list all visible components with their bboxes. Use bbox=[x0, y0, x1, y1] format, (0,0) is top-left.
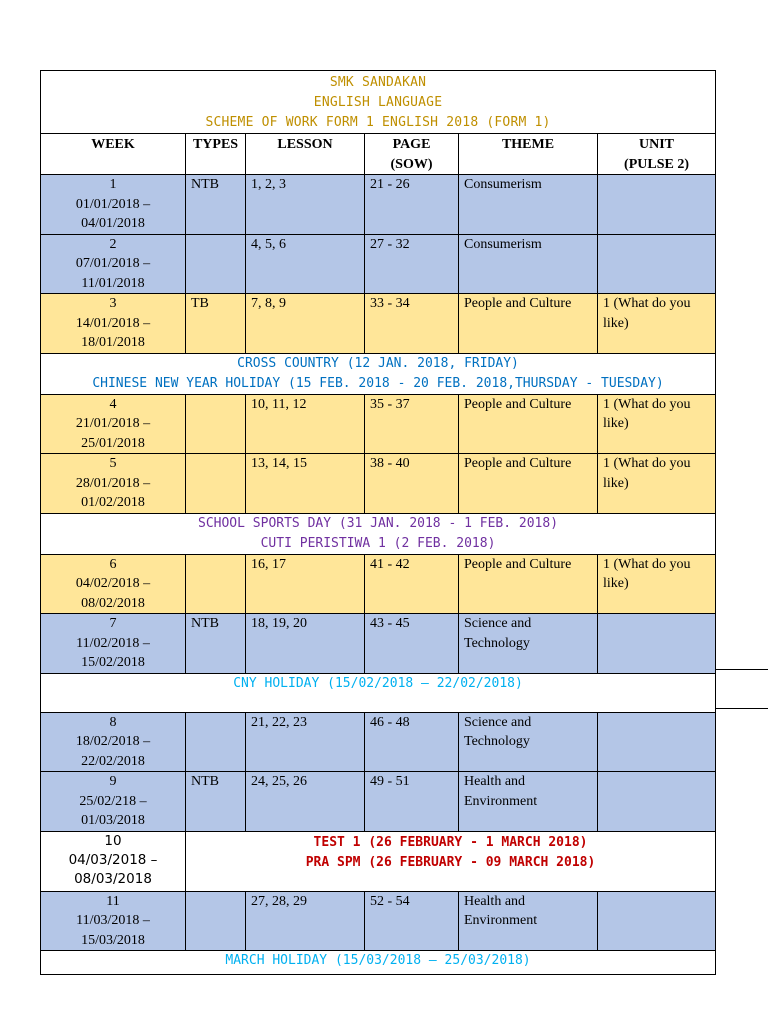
week-start: 18/02/2018 – bbox=[75, 734, 151, 749]
week-cell bbox=[41, 175, 186, 235]
types-cell bbox=[186, 712, 246, 772]
week-start: 25/02/218 – bbox=[79, 793, 147, 809]
lesson-cell: 13, 14, 15 bbox=[246, 454, 365, 514]
event-cuti-peristiwa: CUTI PERISTIWA 1 (2 FEB. 2018) bbox=[260, 535, 496, 551]
page-cell: 41 - 42 bbox=[365, 554, 459, 614]
theme-cell: Health and Environment bbox=[459, 772, 598, 832]
scheme-of-work-document bbox=[40, 70, 715, 975]
lesson-cell: 4, 5, 6 bbox=[246, 234, 365, 294]
page-cell: 46 - 48 bbox=[365, 712, 459, 772]
event-sports-day: SCHOOL SPORTS DAY (31 JAN. 2018 - 1 FEB. 2018) bbox=[198, 515, 559, 531]
event-pra-spm: PRA SPM (26 FEBRUARY - 09 MARCH 2018) bbox=[305, 854, 596, 870]
event-march-holiday: MARCH HOLIDAY (15/03/2018 – 25/03/2018) bbox=[225, 953, 531, 968]
week-row bbox=[41, 454, 716, 514]
page-cell: 33 - 34 bbox=[365, 294, 459, 354]
theme-cell: People and Culture bbox=[459, 554, 598, 614]
event-cny-holiday: CNY HOLIDAY (15/02/2018 – 22/02/2018) bbox=[233, 675, 523, 691]
theme-cell: Science and Technology bbox=[459, 712, 598, 772]
week-number: 2 bbox=[109, 236, 117, 252]
divider-line bbox=[715, 669, 768, 670]
lesson-cell: 27, 28, 29 bbox=[246, 891, 365, 951]
col-page-label: PAGE bbox=[392, 137, 431, 152]
week-row bbox=[41, 554, 716, 614]
week-number: 7 bbox=[109, 616, 117, 631]
theme-cell: Health and Environment bbox=[459, 891, 598, 951]
event-cell bbox=[41, 673, 716, 712]
unit-cell bbox=[598, 614, 716, 674]
week-start: 01/01/2018 – bbox=[75, 196, 151, 212]
week-end: 01/03/2018 bbox=[81, 813, 145, 828]
types-cell: TB bbox=[186, 294, 246, 354]
unit-cell bbox=[598, 772, 716, 832]
week-cell bbox=[41, 454, 186, 514]
event-cell bbox=[41, 513, 716, 554]
lesson-cell: 21, 22, 23 bbox=[246, 712, 365, 772]
week-end: 25/01/2018 bbox=[81, 435, 145, 451]
week-number: 9 bbox=[109, 774, 117, 789]
page-cell: 21 - 26 bbox=[365, 175, 459, 235]
week-cell bbox=[41, 831, 186, 891]
title-row bbox=[41, 71, 716, 134]
title-cell bbox=[41, 71, 716, 134]
week-start: 14/01/2018 – bbox=[75, 315, 151, 331]
week-start: 28/01/2018 – bbox=[75, 475, 151, 491]
week-end: 08/02/2018 bbox=[81, 595, 145, 611]
week-cell bbox=[41, 234, 186, 294]
col-page-sublabel: (SOW) bbox=[390, 156, 433, 172]
week-number: 10 bbox=[104, 832, 122, 849]
page-cell: 38 - 40 bbox=[365, 454, 459, 514]
event-row bbox=[41, 513, 716, 554]
lesson-cell: 16, 17 bbox=[246, 554, 365, 614]
divider-line bbox=[715, 708, 768, 709]
week-number: 5 bbox=[109, 456, 117, 471]
lesson-cell: 10, 11, 12 bbox=[246, 394, 365, 454]
week-row bbox=[41, 614, 716, 674]
week-end: 22/02/2018 bbox=[81, 753, 145, 769]
unit-cell bbox=[598, 712, 716, 772]
page-cell: 35 - 37 bbox=[365, 394, 459, 454]
document-title: SCHEME OF WORK FORM 1 ENGLISH 2018 (FORM 1) bbox=[205, 115, 551, 130]
unit-cell bbox=[598, 891, 716, 951]
event-cross-country: CROSS COUNTRY (12 JAN. 2018, FRIDAY) bbox=[237, 355, 519, 371]
lesson-cell: 24, 25, 26 bbox=[246, 772, 365, 832]
col-types-header: TYPES bbox=[186, 134, 246, 175]
unit-cell bbox=[598, 234, 716, 294]
theme-cell: Consumerism bbox=[459, 175, 598, 235]
week-end: 15/02/2018 bbox=[81, 655, 145, 670]
scheme-of-work-table bbox=[40, 70, 716, 975]
week-end: 01/02/2018 bbox=[81, 495, 145, 510]
page-cell: 27 - 32 bbox=[365, 234, 459, 294]
col-lesson-header: LESSON bbox=[246, 134, 365, 175]
week-row bbox=[41, 234, 716, 294]
week-cell bbox=[41, 772, 186, 832]
week-cell bbox=[41, 394, 186, 454]
lesson-cell: 18, 19, 20 bbox=[246, 614, 365, 674]
theme-cell: People and Culture bbox=[459, 394, 598, 454]
types-cell: NTB bbox=[186, 614, 246, 674]
types-cell: NTB bbox=[186, 175, 246, 235]
week-end: 11/01/2018 bbox=[81, 275, 145, 291]
page-cell: 52 - 54 bbox=[365, 891, 459, 951]
event-cny-holiday-long: CHINESE NEW YEAR HOLIDAY (15 FEB. 2018 - 20 FEB. 2018,THURSDAY - TUESDAY) bbox=[92, 375, 664, 391]
week-number: 11 bbox=[106, 893, 120, 909]
week-cell bbox=[41, 712, 186, 772]
col-unit-label: UNIT bbox=[639, 137, 675, 152]
week-number: 6 bbox=[109, 556, 117, 572]
theme-cell: People and Culture bbox=[459, 454, 598, 514]
week-start: 04/03/2018 – bbox=[68, 851, 158, 868]
theme-cell: People and Culture bbox=[459, 294, 598, 354]
types-cell bbox=[186, 891, 246, 951]
event-cell bbox=[41, 951, 716, 975]
week-row bbox=[41, 294, 716, 354]
unit-cell: 1 (What do you like) bbox=[598, 294, 716, 354]
page-cell: 43 - 45 bbox=[365, 614, 459, 674]
week-row bbox=[41, 712, 716, 772]
week-row bbox=[41, 772, 716, 832]
unit-cell: 1 (What do you like) bbox=[598, 394, 716, 454]
header-row bbox=[41, 134, 716, 175]
week-cell bbox=[41, 614, 186, 674]
week-row bbox=[41, 891, 716, 951]
types-cell bbox=[186, 234, 246, 294]
theme-cell: Science and Technology bbox=[459, 614, 598, 674]
unit-cell: 1 (What do you like) bbox=[598, 554, 716, 614]
subject-name: ENGLISH LANGUAGE bbox=[313, 95, 443, 110]
week-number: 1 bbox=[109, 177, 117, 192]
week-start: 21/01/2018 – bbox=[75, 416, 151, 431]
lesson-cell: 7, 8, 9 bbox=[246, 294, 365, 354]
week-row bbox=[41, 175, 716, 235]
week-row bbox=[41, 394, 716, 454]
event-row bbox=[41, 951, 716, 975]
week-start: 07/01/2018 – bbox=[75, 256, 151, 271]
col-unit-sublabel: (PULSE 2) bbox=[624, 156, 689, 172]
types-cell bbox=[186, 554, 246, 614]
week-cell bbox=[41, 554, 186, 614]
col-unit-header bbox=[598, 134, 716, 175]
week-end: 15/03/2018 bbox=[81, 932, 145, 948]
week-row-test bbox=[41, 831, 716, 891]
col-page-header bbox=[365, 134, 459, 175]
event-row bbox=[41, 673, 716, 712]
week-end: 08/03/2018 bbox=[74, 870, 152, 887]
types-cell: NTB bbox=[186, 772, 246, 832]
unit-cell: 1 (What do you like) bbox=[598, 454, 716, 514]
event-cell bbox=[41, 353, 716, 394]
week-number: 3 bbox=[109, 296, 117, 311]
week-number: 4 bbox=[109, 396, 117, 412]
week-cell bbox=[41, 294, 186, 354]
col-theme-header: THEME bbox=[459, 134, 598, 175]
week-cell bbox=[41, 891, 186, 951]
week-start: 04/02/2018 – bbox=[75, 576, 151, 591]
event-row bbox=[41, 353, 716, 394]
week-start: 11/03/2018 – bbox=[76, 913, 150, 928]
week-start: 11/02/2018 – bbox=[76, 635, 150, 651]
week-number: 8 bbox=[109, 714, 117, 730]
unit-cell bbox=[598, 175, 716, 235]
col-week-header: WEEK bbox=[41, 134, 186, 175]
page-cell: 49 - 51 bbox=[365, 772, 459, 832]
theme-cell: Consumerism bbox=[459, 234, 598, 294]
school-name: SMK SANDAKAN bbox=[329, 75, 427, 90]
types-cell bbox=[186, 394, 246, 454]
test-event-cell bbox=[186, 831, 716, 891]
event-test-1: TEST 1 (26 FEBRUARY - 1 MARCH 2018) bbox=[313, 834, 588, 850]
week-end: 04/01/2018 bbox=[81, 216, 145, 231]
week-end: 18/01/2018 bbox=[81, 335, 145, 350]
lesson-cell: 1, 2, 3 bbox=[246, 175, 365, 235]
types-cell bbox=[186, 454, 246, 514]
